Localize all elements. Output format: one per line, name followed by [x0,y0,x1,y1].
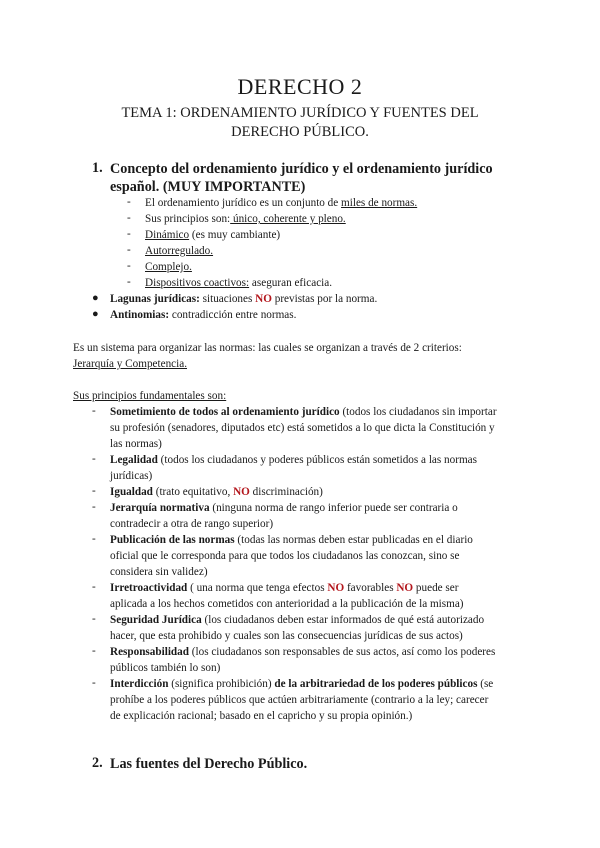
intro-line-2: Jerarquía y Competencia. [73,358,188,370]
dash-marker: - [92,405,96,417]
dash-marker: - [92,533,96,545]
dash-marker: - [127,276,131,288]
antinomias-item: Antinomias: contradicción entre normas. [110,309,297,321]
dash-marker: - [127,212,131,224]
principle-interdiccion-line-3: de explicación racional; basado en el capricho y su propia opinión.) [110,710,413,722]
principle-publicacion: Publicación de las normas (todas las normas deben estar publicadas en el diario [110,534,473,546]
principle-interdiccion-line-2: prohíbe a los poderes públicos que actúen arbitrariamente (contrario a la ley; carecer [110,694,489,706]
document-title: DERECHO 2 [237,74,363,99]
intro-line-1: Es un sistema para organizar las normas: las cuales se organizan a través de 2 criterios: [73,342,462,354]
principle-sometimiento-line-2: su profesión (senadores, diputados etc) está sometidos a lo que dicta la Constitución y [110,422,495,434]
section-1-heading: Concepto del ordenamiento jurídico y el ordenamiento jurídico español. (MUY IMPORTANTE) [110,161,493,195]
concept-item-1: El ordenamiento jurídico es un conjunto de miles de normas. [145,197,418,209]
principle-seguridad: Seguridad Jurídica (los ciudadanos deben estar informados de qué está autorizado [110,614,485,626]
principles-heading: Sus principios fundamentales son: [73,390,227,402]
principle-seguridad-line-2: hacer, que esta prohibido y cuales son las consecuencias jurídicas de sus actos) [110,630,463,642]
dash-marker: - [92,613,96,625]
principle-sometimiento: Sometimiento de todos al ordenamiento jurídico (todos los ciudadanos sin importar [110,406,497,418]
principle-legalidad: Legalidad (todos los ciudadanos y poderes públicos están sometidos a las normas [110,454,477,466]
dash-marker: - [92,645,96,657]
principle-irretroactividad-line-2: aplicada a los hechos cometidos con anterioridad a la publicación de la misma) [110,598,464,610]
bullet-dot: ● [92,308,99,320]
dash-marker: - [127,196,131,208]
dash-marker: - [127,244,131,256]
dash-marker: - [127,228,131,240]
dash-marker: - [92,677,96,689]
principle-jerarquia-line-2: contradecir a otra de rango superior) [110,518,274,530]
lagunas-item: Lagunas jurídicas: situaciones NO previstas por la norma. [110,293,378,305]
principle-publicacion-line-2: oficial que le corresponda para que todos los ciudadanos las conozcan, sino se [110,550,460,562]
principle-legalidad-line-2: jurídicas) [110,470,153,482]
concept-item-4: Autorregulado. [145,245,214,257]
concept-item-3: Dinámico (es muy cambiante) [145,229,281,241]
concept-item-6: Dispositivos coactivos: aseguran eficacia. [145,277,333,289]
dash-marker: - [92,485,96,497]
concept-item-2: Sus principios son: único, coherente y pleno. [145,213,346,225]
dash-marker: - [92,501,96,513]
dash-marker: - [127,260,131,272]
dash-marker: - [92,453,96,465]
principle-igualdad: Igualdad (trato equitativo, NO discriminación) [110,486,323,498]
section-2-number: 2. [92,755,103,771]
principle-sometimiento-line-3: las normas) [110,438,162,450]
document-subtitle: TEMA 1: ORDENAMIENTO JURÍDICO Y FUENTES DEL DERECHO PÚBLICO. [121,105,479,140]
principle-interdiccion: Interdicción (significa prohibición) de la arbitrariedad de los poderes públicos (se [110,678,494,690]
bullet-dot: ● [92,292,99,304]
principle-jerarquia: Jerarquía normativa (ninguna norma de rango inferior puede ser contraria o [110,502,458,514]
principle-irretroactividad: Irretroactividad ( una norma que tenga efectos NO favorables NO puede ser [110,582,459,594]
section-2-heading: Las fuentes del Derecho Público. [110,756,308,772]
concept-item-5: Complejo. [145,261,192,273]
principle-responsabilidad: Responsabilidad (los ciudadanos son responsables de sus actos, así como los poderes [110,646,496,658]
principle-responsabilidad-line-2: públicos también lo son) [110,662,221,674]
section-1-number: 1. [92,160,103,176]
principle-publicacion-line-3: considera sin validez) [110,566,208,578]
dash-marker: - [92,581,96,593]
